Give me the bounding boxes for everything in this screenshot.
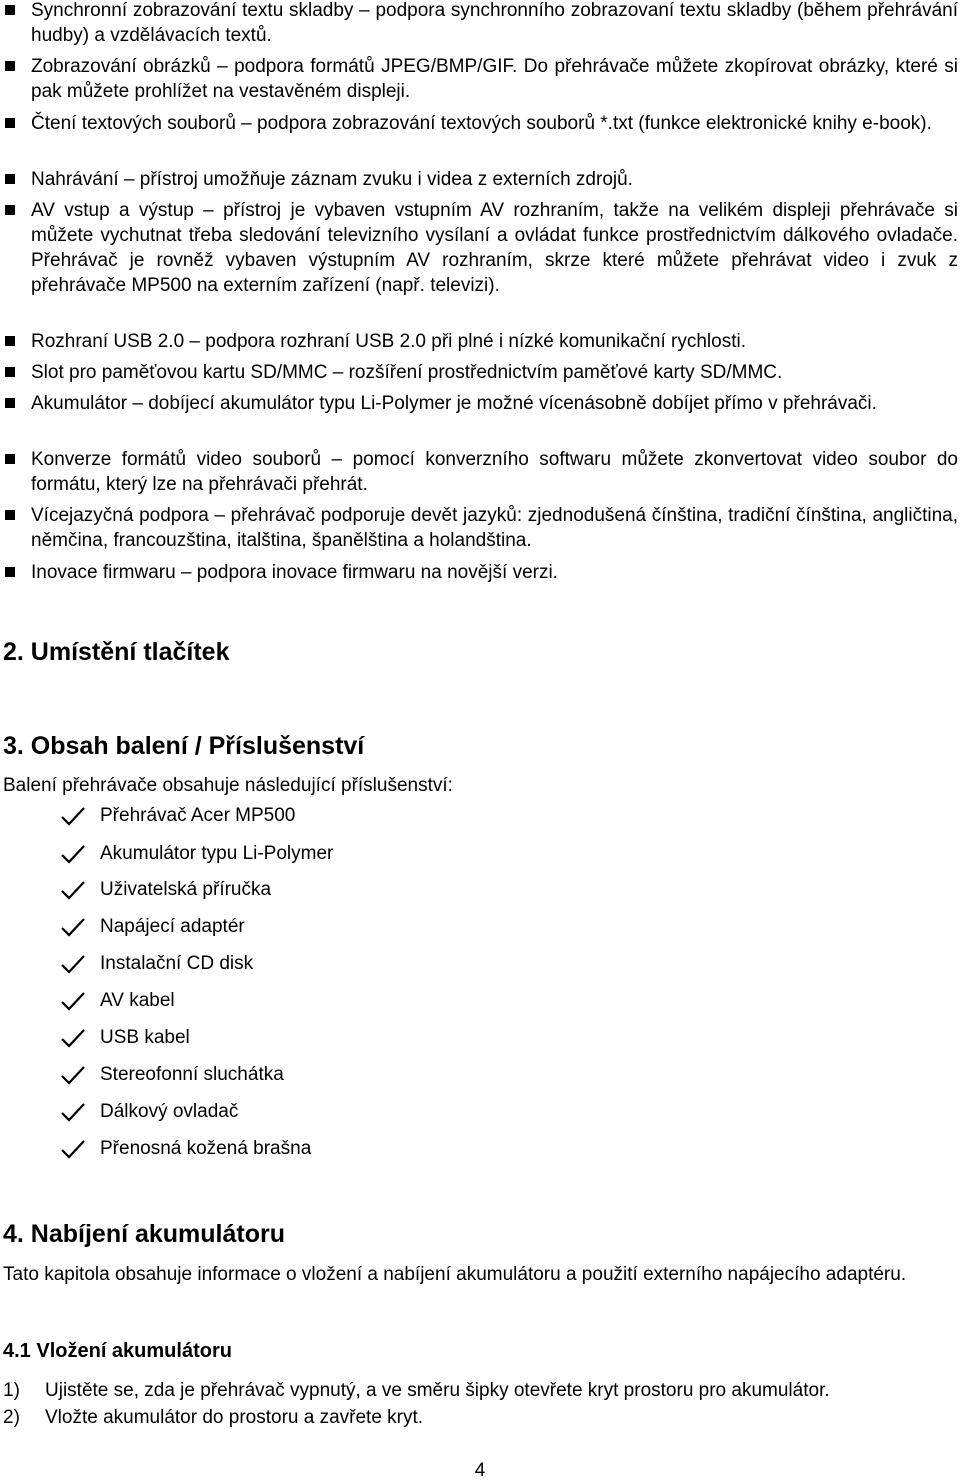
feature-text: Konverze formátů video souborů – pomocí konverzního softwaru můžete zkonvertovat video soubor do formátu, který lze na přehrávači přehrát. (31, 449, 958, 495)
feature-item (5, 54, 958, 104)
accessory-label: Přehrávač Acer MP500 (100, 805, 296, 826)
section-3-title: 3. Obsah balení / Příslušenství (3, 732, 365, 760)
feature-text: AV vstup a výstup – přístroj je vybaven vstupním AV rozhraním, takže na velikém displeji přehrávače si můžete vychutnat třeba sledování televizního vysílaní a ovládat funkce prostřednictvím dálkového ovladače. Přehrávač je rovněž vybaven výstupním AV rozhraním, skrze které můžete přehrávat video i zvuk z přehrávače MP500 na externím zařízení (např. televizi). (31, 200, 958, 296)
step-text: Vložte akumulátor do prostoru a zavřete kryt. (45, 1407, 424, 1428)
feature-item (5, 167, 958, 192)
square-bullet-icon (5, 336, 15, 346)
feature-text: Vícejazyčná podpora – přehrávač podporuje devět jazyků: zjednodušená čínština, tradiční čínština, angličtina, němčina, francouzština, italština, španělština a holandština. (31, 505, 958, 551)
feature-text: Slot pro paměťovou kartu SD/MMC – rozšíření prostřednictvím paměťové karty SD/MMC. (31, 362, 783, 383)
feature-text: Akumulátor – dobíjecí akumulátor typu Li-Polymer je možné vícenásobně dobíjet přímo v přehrávači. (31, 393, 877, 414)
accessory-label: Dálkový ovladač (100, 1101, 239, 1122)
accessory-label: Instalační CD disk (100, 953, 254, 974)
square-bullet-icon (5, 61, 15, 71)
section-4-1-title: 4.1 Vložení akumulátoru (3, 1340, 232, 1362)
accessories-intro: Balení přehrávače obsahuje následující příslušenství: (3, 775, 453, 796)
accessory-label: Přenosná kožená brašna (100, 1138, 312, 1159)
accessory-label: Akumulátor typu Li-Polymer (100, 843, 334, 864)
feature-text: Inovace firmwaru – podpora inovace firmwaru na novější verzi. (31, 562, 558, 583)
square-bullet-icon (5, 567, 15, 577)
checkmark-icon (60, 879, 86, 901)
square-bullet-icon (5, 398, 15, 408)
checkmark-icon (60, 805, 86, 827)
checkmark-icon (60, 1101, 86, 1123)
accessory-label: Stereofonní sluchátka (100, 1064, 284, 1085)
checkmark-icon (60, 990, 86, 1012)
square-bullet-icon (5, 118, 15, 128)
feature-item (5, 391, 958, 416)
step-text: Ujistěte se, zda je přehrávač vypnutý, a ve směru šipky otevřete kryt prostoru pro akumulátor. (45, 1380, 830, 1401)
checkmark-icon (60, 843, 86, 865)
square-bullet-icon (5, 510, 15, 520)
feature-item (5, 111, 958, 136)
accessory-label: Uživatelská příručka (100, 879, 272, 900)
feature-item (5, 198, 958, 298)
step-number: 1) (3, 1380, 20, 1401)
checkmark-icon (60, 1064, 86, 1086)
checkmark-icon (60, 916, 86, 938)
feature-item (5, 560, 958, 585)
checkmark-icon (60, 1027, 86, 1049)
checkmark-icon (60, 1138, 86, 1160)
square-bullet-icon (5, 454, 15, 464)
square-bullet-icon (5, 367, 15, 377)
feature-text: Rozhraní USB 2.0 – podpora rozhraní USB 2.0 při plné i nízké komunikační rychlosti. (31, 331, 746, 352)
page-number: 4 (474, 1460, 486, 1481)
square-bullet-icon (5, 5, 15, 15)
feature-text: Nahrávání – přístroj umožňuje záznam zvuku i videa z externích zdrojů. (31, 169, 633, 190)
feature-text: Čtení textových souborů – podpora zobrazování textových souborů *.txt (funkce elektronické knihy e-book). (31, 113, 932, 134)
section-4-title: 4. Nabíjení akumulátoru (3, 1220, 286, 1248)
feature-text: Synchronní zobrazování textu skladby – podpora synchronního zobrazovaní textu skladby (během přehrávání hudby) a vzdělávacích textů. (31, 0, 958, 46)
charging-intro: Tato kapitola obsahuje informace o vložení a nabíjení akumulátoru a použití externího napájecího adaptéru. (3, 1264, 907, 1285)
square-bullet-icon (5, 174, 15, 184)
feature-item (5, 447, 958, 497)
feature-item (5, 0, 958, 48)
step-number: 2) (3, 1407, 20, 1428)
checkmark-icon (60, 953, 86, 975)
feature-item (5, 329, 958, 354)
accessory-label: Napájecí adaptér (100, 916, 245, 937)
accessory-label: AV kabel (100, 990, 175, 1011)
section-2-title: 2. Umístění tlačítek (3, 638, 230, 666)
square-bullet-icon (5, 205, 15, 215)
feature-item (5, 503, 958, 553)
feature-item (5, 360, 958, 385)
accessory-label: USB kabel (100, 1027, 190, 1048)
feature-text: Zobrazování obrázků – podpora formátů JPEG/BMP/GIF. Do přehrávače můžete zkopírovat obrázky, které si pak můžete prohlížet na vestavěném displeji. (31, 56, 958, 102)
